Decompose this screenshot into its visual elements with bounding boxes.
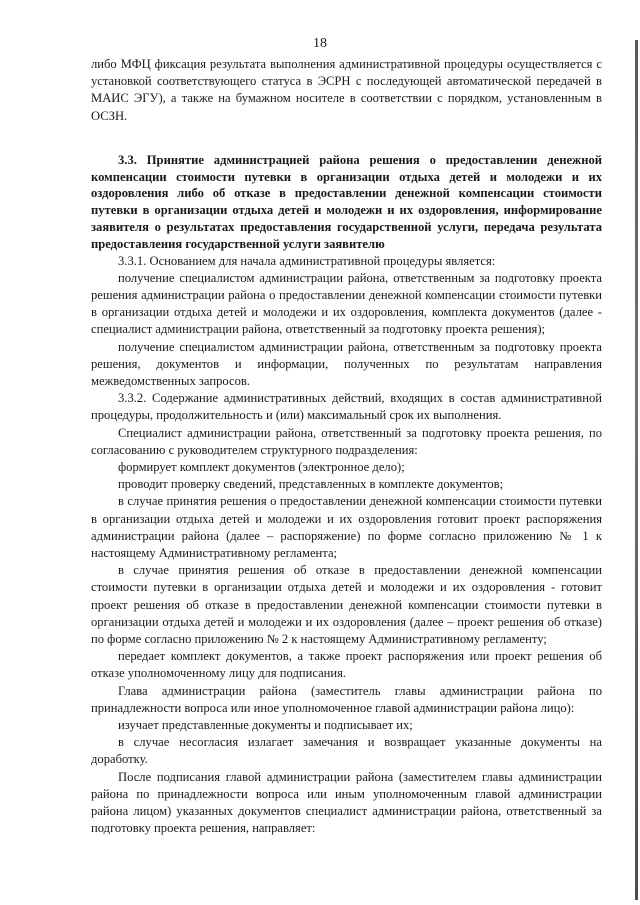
paragraph-after-signing: После подписания главой администрации района (заместителем главы администрации района по принадлежности вопроса или иным уполномоченным главой администрации района лицом) указанных документов специалист администрации района, ответственный за подготовку проекта решения, направляет: (91, 769, 602, 836)
page-number: 18 (313, 36, 327, 51)
list-item: в случае принятия решения об отказе в предоставлении денежной компенсации стоимости путевки в организации отдыха детей и молодежи и их оздоровления - готовит проект решения об отказе в предоставлении денежной компенсации стоимости путевки в организации отдыха детей и молодежи и их оздоровления (далее – проект решения об отказе) по форме согласно приложению № 2 к настоящему Административному регламенту; (91, 563, 602, 647)
list-item: изучает представленные документы и подписывает их; (118, 718, 413, 733)
paragraph-basis-1: получение специалистом администрации района, ответственным за подготовку проекта решения администрации района о предоставлении денежной компенсации стоимости путевки в организации отдыха детей и молодежи и их оздоровления, комплекта документов (далее - специалист администрации района, ответственный за подготовку проекта решения); (91, 270, 602, 337)
paragraph-basis-2: получение специалистом администрации района, ответственным за подготовку проекта решения, документов и информации, полученных по результатам направления межведомственных запросов. (91, 339, 602, 389)
document-body (91, 56, 602, 838)
list-item: проводит проверку сведений, представленных в комплекте документов; (118, 477, 504, 492)
list-item: передает комплект документов, а также проект распоряжения или проект решения об отказе уполномоченному лицу для подписания. (91, 649, 602, 681)
section-heading: 3.3. Принятие администрацией района решения о предоставлении денежной компенсации стоимости путевки в организации отдыха детей и молодежи и их оздоровления либо об отказе в предоставлении денежной компенсации стоимости путевки в организации отдыха детей и молодежи и их оздоровления, информирование заявителя о результатах предоставления государственной услуги, передача результата предоставления государственной услуги заявителю (91, 152, 602, 251)
paragraph-specialist: Специалист администрации района, ответственный за подготовку проекта решения, по согласованию с руководителем структурного подразделения: (91, 425, 602, 457)
paragraph-3-3-1: 3.3.1. Основанием для начала административной процедуры является: (118, 253, 496, 268)
list-item: формирует комплект документов (электронное дело); (118, 460, 405, 475)
paragraph-head-of-administration: Глава администрации района (заместитель главы администрации района по принадлежности вопроса или иное уполномоченное главой администрации района лицо): (91, 683, 602, 715)
list-item: в случае несогласия излагает замечания и возвращает указанные документы на доработку. (91, 735, 602, 767)
paragraph-continuation: либо МФЦ фиксация результата выполнения административной процедуры осуществляется с установкой соответствующего статуса в ЭСРН с последующей автоматической передачей в МАИС ЭГУ), а также на бумажном носителе в соответствии с порядком, установленным в ОСЗН. (91, 57, 602, 123)
scan-edge-line (635, 40, 638, 900)
paragraph-3-3-2: 3.3.2. Содержание административных действий, входящих в состав административной процедуры, продолжительность и (или) максимальный срок их выполнения. (91, 391, 602, 423)
list-item: в случае принятия решения о предоставлении денежной компенсации стоимости путевки в организации отдыха детей и молодежи и их оздоровления готовит проект распоряжения администрации района (далее – распоряжение) по форме согласно приложению № 1 к настоящему Административному регламента; (91, 494, 602, 561)
